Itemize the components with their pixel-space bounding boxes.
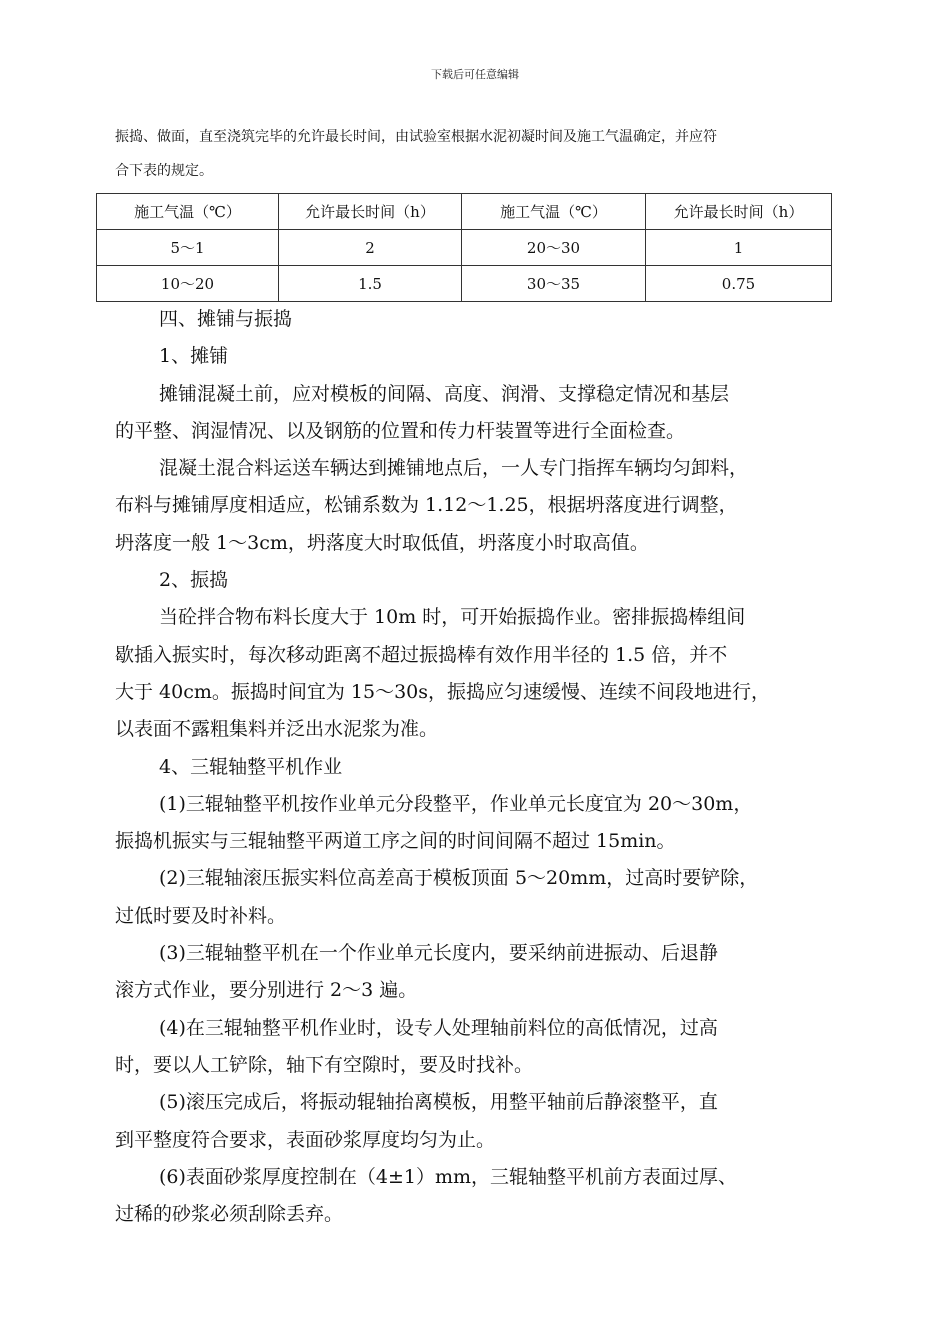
paragraph-line: 混凝土混合料运送车辆达到摊铺地点后，一人专门指挥车辆均匀卸料， <box>159 457 749 480</box>
temperature-time-table <box>96 193 832 302</box>
intro-paragraph <box>115 120 837 188</box>
table-cell: 10～20 <box>97 266 279 302</box>
paragraph-line: 坍落度一般 1～3cm，坍落度大时取低值，坍落度小时取高值。 <box>115 531 649 554</box>
table-cell: 30～35 <box>462 266 646 302</box>
paragraph-line: 歇插入振实时，每次移动距离不超过振捣棒有效作用半径的 1.5 倍，并不 <box>115 643 728 666</box>
paragraph-line: 布料与摊铺厚度相适应，松铺系数为 1.12～1.25，根据坍落度进行调整， <box>115 494 738 517</box>
table-header-cell: 施工气温（℃） <box>462 194 646 230</box>
table-cell: 1 <box>646 230 832 266</box>
section-heading: 四、摊铺与振捣 <box>159 308 293 330</box>
paragraph-line: (6)表面砂浆厚度控制在（4±1）mm，三辊轴整平机前方表面过厚、 <box>159 1165 738 1188</box>
table-header-cell: 允许最长时间（h） <box>646 194 832 230</box>
intro-line: 合下表的规定。 <box>115 163 213 179</box>
paragraph-line: 当砼拌合物布料长度大于 10m 时，可开始振捣作业。密排振捣棒组间 <box>159 606 746 629</box>
table-cell: 20～30 <box>462 230 646 266</box>
paragraph-line: 振捣机振实与三辊轴整平两道工序之间的时间间隔不超过 15min。 <box>115 830 676 853</box>
paragraph-line: 大于 40cm。振捣时间宜为 15～30s，振捣应匀速缓慢、连续不间段地进行， <box>115 680 771 703</box>
paragraph-line: 到平整度符合要求，表面砂浆厚度均匀为止。 <box>115 1128 496 1151</box>
paragraph-line: (5)滚压完成后，将振动辊轴抬离模板，用整平轴前后静滚整平，直 <box>159 1091 718 1114</box>
paragraph-line: 滚方式作业，要分别进行 2～3 遍。 <box>115 979 418 1002</box>
intro-line: 振捣、做面，直至浇筑完毕的允许最长时间，由试验室根据水泥初凝时间及施工气温确定，并应符 <box>115 129 717 145</box>
paragraph-line: (2)三辊轴滚压振实料位高差高于模板顶面 5～20mm，过高时要铲除， <box>159 867 759 890</box>
table-row <box>97 230 832 266</box>
table-cell: 0.75 <box>646 266 832 302</box>
table-row <box>97 266 832 302</box>
body-text <box>115 301 837 1233</box>
table-cell: 1.5 <box>279 266 462 302</box>
subsection-heading: 4、三辊轴整平机作业 <box>159 755 343 778</box>
paragraph-line: 过稀的砂浆必须刮除丢弃。 <box>115 1203 344 1226</box>
table-header-cell: 允许最长时间（h） <box>279 194 462 230</box>
table-cell: 5～1 <box>97 230 279 266</box>
paragraph-line: 摊铺混凝土前，应对模板的间隔、高度、润滑、支撑稳定情况和基层 <box>159 382 730 405</box>
paragraph-line: (3)三辊轴整平机在一个作业单元长度内，要采纳前进振动、后退静 <box>159 942 718 965</box>
paragraph-line: 过低时要及时补料。 <box>115 904 287 927</box>
paragraph-line: 以表面不露粗集料并泛出水泥浆为准。 <box>115 718 439 741</box>
subsection-heading: 1、摊铺 <box>159 345 229 368</box>
subsection-heading: 2、振捣 <box>159 569 229 592</box>
table-header-cell: 施工气温（℃） <box>97 194 279 230</box>
paragraph-line: (4)在三辊轴整平机作业时，设专人处理轴前料位的高低情况，过高 <box>159 1016 718 1039</box>
table-header-row <box>97 194 832 230</box>
table-cell: 2 <box>279 230 462 266</box>
page-header: 下载后可任意编辑 <box>431 68 519 81</box>
paragraph-line: (1)三辊轴整平机按作业单元分段整平，作业单元长度宜为 20～30m， <box>159 792 753 815</box>
paragraph-line: 的平整、润湿情况、以及钢筋的位置和传力杆装置等进行全面检查。 <box>115 419 686 442</box>
paragraph-line: 时，要以人工铲除，轴下有空隙时，要及时找补。 <box>115 1053 534 1076</box>
